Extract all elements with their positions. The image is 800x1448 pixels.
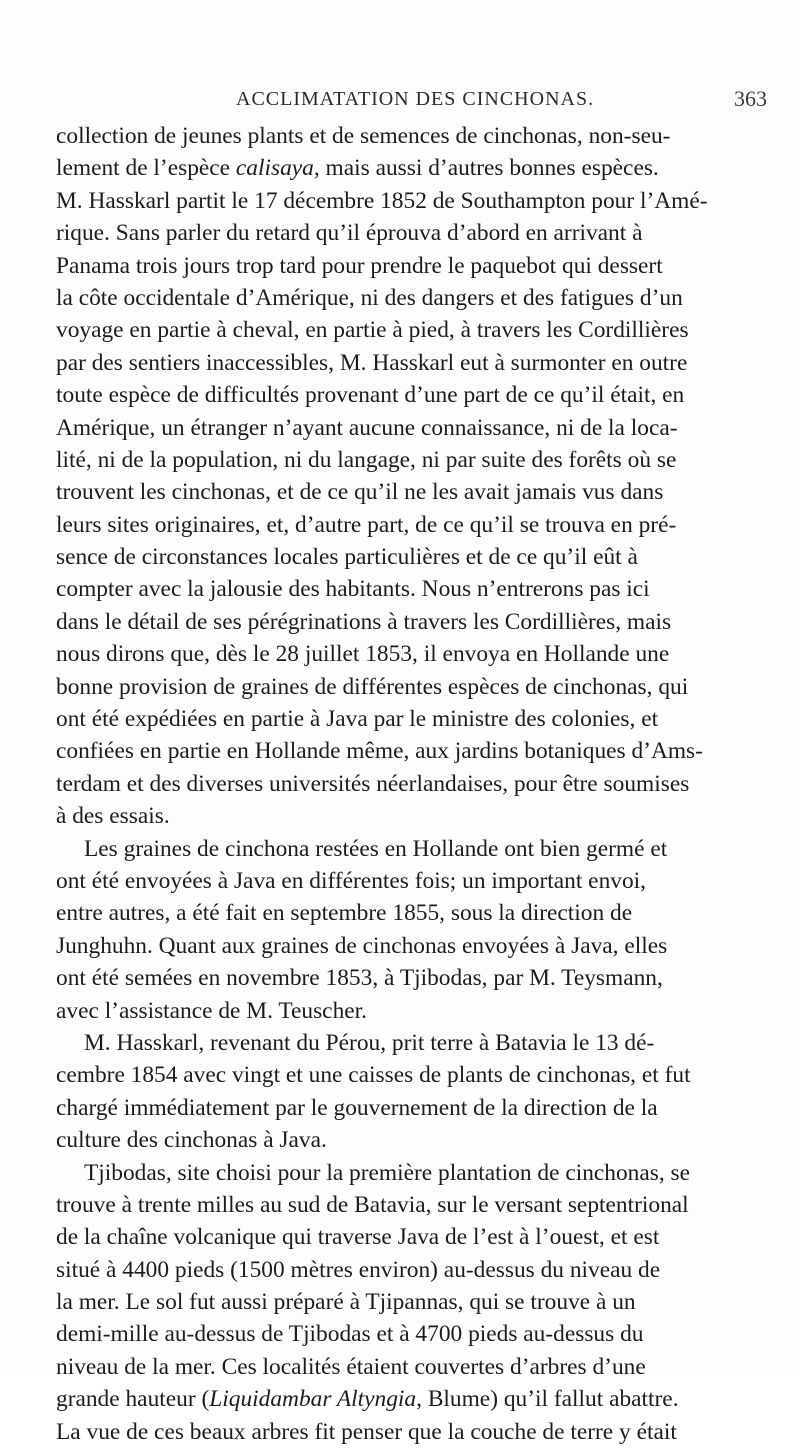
text-span: M. Hasskarl, revenant du Pérou, prit terre à Batavia le 13 dé- xyxy=(84,1029,655,1056)
text-line xyxy=(56,444,770,476)
text-line xyxy=(56,1059,770,1091)
text-line xyxy=(56,347,770,379)
text-span: culture des cinchonas à Java. xyxy=(56,1127,327,1154)
text-span: La vue de ces beaux arbres fit penser que la couche de terre y était xyxy=(56,1418,677,1445)
text-span: situé à 4400 pieds (1500 mètres environ) au-dessus du niveau de xyxy=(56,1256,661,1283)
text-line xyxy=(56,1027,770,1059)
text-span: lité, ni de la population, ni du langage, ni par suite des forêts où se xyxy=(56,446,677,473)
text-span: mais aussi d’autres bonnes espèces. xyxy=(319,155,659,182)
text-span: Les graines de cinchona restées en Hollande ont bien germé et xyxy=(84,835,668,862)
text-span: rique. Sans parler du retard qu’il éprouva d’abord en arrivant à xyxy=(56,220,643,247)
text-line xyxy=(56,1124,770,1156)
text-span: avec l’assistance de M. Teuscher. xyxy=(56,997,367,1024)
text-line xyxy=(56,541,770,573)
text-line xyxy=(56,120,770,152)
text-span: bonne provision de graines de différentes espèces de cinchonas, qui xyxy=(56,673,689,700)
text-line xyxy=(56,476,770,508)
text-span: terdam et des diverses universités néerlandaises, pour être soumises xyxy=(56,770,690,797)
text-span: ont été expédiées en partie à Java par le ministre des colonies, et xyxy=(56,706,659,733)
text-line xyxy=(56,1157,770,1189)
text-span: chargé immédiatement par le gouvernement de la direction de la xyxy=(56,1094,658,1121)
text-span: dans le détail de ses pérégrinations à travers les Cordillières, mais xyxy=(56,608,672,635)
text-span: , Blume) qu’il fallut abattre. xyxy=(416,1386,679,1413)
text-line xyxy=(56,1221,770,1253)
text-line xyxy=(56,1351,770,1383)
text-line xyxy=(56,509,770,541)
text-span: grande hauteur ( xyxy=(56,1386,210,1413)
text-line xyxy=(56,379,770,411)
text-line xyxy=(56,282,770,314)
text-line xyxy=(56,768,770,800)
text-span: leurs sites originaires, et, d’autre part, de ce qu’il se trouva en pré- xyxy=(56,511,677,538)
text-span: trouvent les cinchonas, et de ce qu’il ne les avait jamais vus dans xyxy=(56,479,664,506)
text-line xyxy=(56,638,770,670)
text-span: lement de l’espèce xyxy=(56,155,236,182)
text-span: ont été semées en novembre 1853, à Tjibodas, par M. Teysmann, xyxy=(56,965,663,992)
text-span: cembre 1854 avec vingt et une caisses de plants de cinchonas, et fut xyxy=(56,1062,691,1089)
text-line xyxy=(56,250,770,282)
text-line xyxy=(56,573,770,605)
text-line xyxy=(56,962,770,994)
text-line xyxy=(56,1092,770,1124)
text-line xyxy=(56,865,770,897)
running-title: ACCLIMATATION DES CINCHONAS. xyxy=(236,88,595,110)
text-span: la mer. Le sol fut aussi préparé à Tjipannas, qui se trouve à un xyxy=(56,1289,636,1316)
text-span: collection de jeunes plants et de semences de cinchonas, non-seu- xyxy=(56,123,671,149)
text-span: la côte occidentale d’Amérique, ni des dangers et des fatigues d’un xyxy=(56,284,683,311)
text-line xyxy=(56,185,770,217)
text-line xyxy=(56,800,770,832)
text-line xyxy=(56,606,770,638)
text-span: Panama trois jours trop tard pour prendre le paquebot qui dessert xyxy=(56,252,663,279)
text-line xyxy=(56,1254,770,1286)
text-span: Tjibodas, site choisi pour la première plantation de cinchonas, se xyxy=(84,1159,691,1186)
text-line xyxy=(56,671,770,703)
text-line xyxy=(56,930,770,962)
text-span: demi-mille au-dessus de Tjibodas et à 4700 pieds au-dessus du xyxy=(56,1321,644,1348)
text-span: compter avec la jalousie des habitants. Nous n’entrerons pas ici xyxy=(56,576,650,603)
text-span: Amérique, un étranger n’ayant aucune connaissance, ni de la loca- xyxy=(56,414,678,441)
italic-text: Liquidambar Altyngia xyxy=(209,1386,417,1413)
text-span: trouve à trente milles au sud de Batavia, sur le versant septentrional xyxy=(56,1191,689,1218)
text-span: Junghuhn. Quant aux graines de cinchonas envoyées à Java, elles xyxy=(56,932,668,959)
text-line xyxy=(56,1416,770,1448)
text-span: de la chaîne volcanique qui traverse Java de l’est à l’ouest, et est xyxy=(56,1224,660,1251)
text-line xyxy=(56,897,770,929)
text-line xyxy=(56,703,770,735)
text-span: M. Hasskarl partit le 17 décembre 1852 de Southampton pour l’Amé- xyxy=(56,187,708,214)
text-line xyxy=(56,1318,770,1350)
text-line xyxy=(56,995,770,1027)
text-span: sence de circonstances locales particulières et de ce qu’il eût à xyxy=(56,544,638,571)
page-number: 363 xyxy=(734,86,767,111)
text-span: nous dirons que, dès le 28 juillet 1853, il envoya en Hollande une xyxy=(56,641,670,668)
text-line xyxy=(56,314,770,346)
text-line xyxy=(56,1286,770,1318)
text-span: entre autres, a été fait en septembre 1855, sous la direction de xyxy=(56,900,633,927)
text-line xyxy=(56,152,770,184)
text-span: ont été envoyées à Java en différentes fois; un important envoi, xyxy=(56,867,646,894)
text-line xyxy=(56,1189,770,1221)
text-line xyxy=(56,1383,770,1415)
text-span: toute espèce de difficultés provenant d’une part de ce qu’il était, en xyxy=(56,382,685,409)
italic-text: calisaya, xyxy=(235,155,320,182)
body-text xyxy=(56,120,770,1448)
text-span: confiées en partie en Hollande même, aux jardins botaniques d’Ams- xyxy=(56,738,703,765)
text-line xyxy=(56,217,770,249)
text-line xyxy=(56,735,770,767)
text-span: voyage en partie à cheval, en partie à pied, à travers les Cordillières xyxy=(56,317,689,344)
text-line xyxy=(56,833,770,865)
text-span: à des essais. xyxy=(56,803,170,830)
text-span: niveau de la mer. Ces localités étaient couvertes d’arbres d’une xyxy=(56,1353,646,1380)
text-line xyxy=(56,412,770,444)
text-span: par des sentiers inaccessibles, M. Hasskarl eut à surmonter en outre xyxy=(56,349,688,376)
